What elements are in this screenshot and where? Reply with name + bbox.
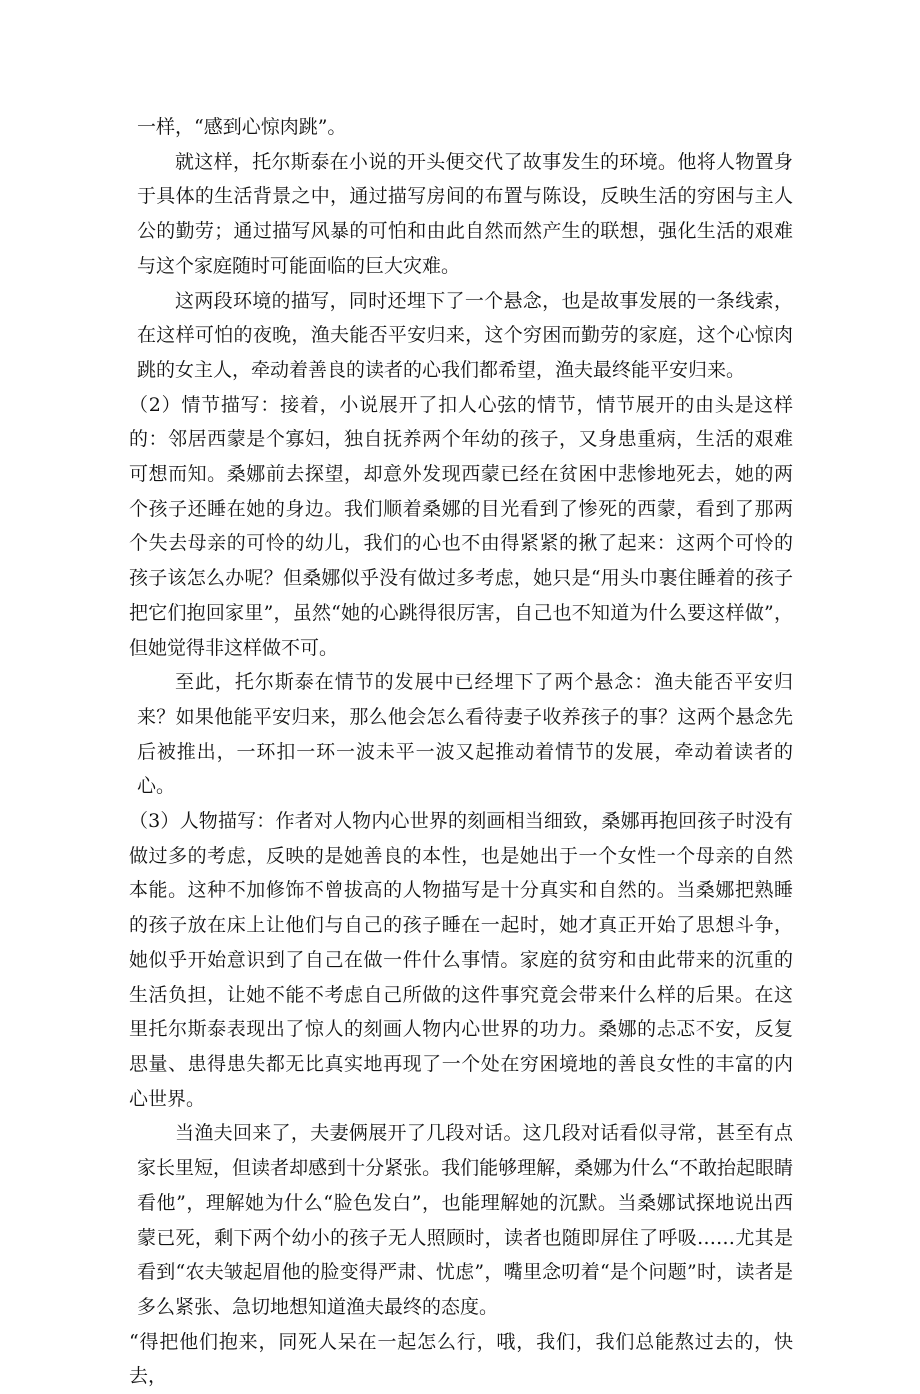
paragraph-1: 一样，“感到心惊肉跳”。 <box>137 116 347 138</box>
paragraph-2: 就这样，托尔斯泰在小说的开头便交代了故事发生的环境。他将人物置身于具体的生活背景之中，通过描写房间的布置与陈设，反映生活的穷困与主人公的勤劳；通过描写风暴的可怕和由此自然而然产生的联想，强化生活的艰难与这个家庭随时可能面临的巨大灾难。 <box>137 150 793 277</box>
paragraph-5: 至此，托尔斯泰在情节的发展中已经埋下了两个悬念：渔夫能否平安归来？如果他能平安归来，那么他会怎么看待妻子收养孩子的事？这两个悬念先后被推出，一环扣一环一波未平一波又起推动着情节的发展，牵动着读者的心。 <box>137 671 793 798</box>
paragraph-4: （2）情节描写：接着，小说展开了扣人心弦的情节，情节展开的由头是这样的：邻居西蒙是个寡妇，独自抚养两个年幼的孩子，又身患重病，生活的艰难可想而知。桑娜前去探望，却意外发现西蒙已经在贫困中悲惨地死去，她的两个孩子还睡在她的身边。我们顺着桑娜的目光看到了惨死的西蒙，看到了那两个失去母亲的可怜的幼儿，我们的心也不由得紧紧的揪了起来：这两个可怜的孩子该怎么办呢？但桑娜似乎没有做过多考虑，她只是“用头巾裹住睡着的孩子把它们抱回家里”，虽然“她的心跳得很厉害，自己也不知道为什么要这样做”，但她觉得非这样做不可。 <box>129 393 793 659</box>
paragraph-3: 这两段环境的描写，同时还埋下了一个悬念，也是故事发展的一条线索，在这样可怕的夜晚，渔夫能否平安归来，这个穷困而勤劳的家庭，这个心惊肉跳的女主人，牵动着善良的读者的心我们都希望，渔夫最终能平安归来。 <box>137 289 793 381</box>
paragraph-6: （3）人物描写：作者对人物内心世界的刻画相当细致，桑娜再抱回孩子时没有做过多的考虑，反映的是她善良的本性，也是她出于一个女性一个母亲的自然本能。这种不加修饰不曾拔高的人物描写是十分真实和自然的。当桑娜把熟睡的孩子放在床上让他们与自己的孩子睡在一起时，她才真正开始了思想斗争，她似乎开始意识到了自己在做一件什么事情。家庭的贫穷和由此带来的沉重的生活负担，让她不能不考虑自己所做的这件事究竟会带来什么样的后果。在这里托尔斯泰表现出了惊人的刻画人物内心世界的功力。桑娜的忐忑不安，反复思量、患得患失都无比真实地再现了一个处在穷困境地的善良女性的丰富的内心世界。 <box>129 810 793 1110</box>
paragraph-7: 当渔夫回来了，夫妻俩展开了几段对话。这几段对话看似寻常，甚至有点家长里短，但读者却感到十分紧张。我们能够理解，桑娜为什么“不敢抬起眼睛看他”，理解她为什么“脸色发白”，也能理解她的沉默。当桑娜试探地说出西蒙已死，剩下两个幼小的孩子无人照顾时，读者也随即屏住了呼吸……尤其是看到“农夫皱起眉他的脸变得严肃、忧虑”，嘴里念叨着“是个问题”时，读者是多么紧张、急切地想知道渔夫最终的态度。 <box>137 1122 793 1318</box>
paragraph-8: “得把他们抱来，同死人呆在一起怎么行，哦，我们，我们总能熬过去的，快去， <box>129 1330 793 1388</box>
document-body <box>129 110 793 1394</box>
